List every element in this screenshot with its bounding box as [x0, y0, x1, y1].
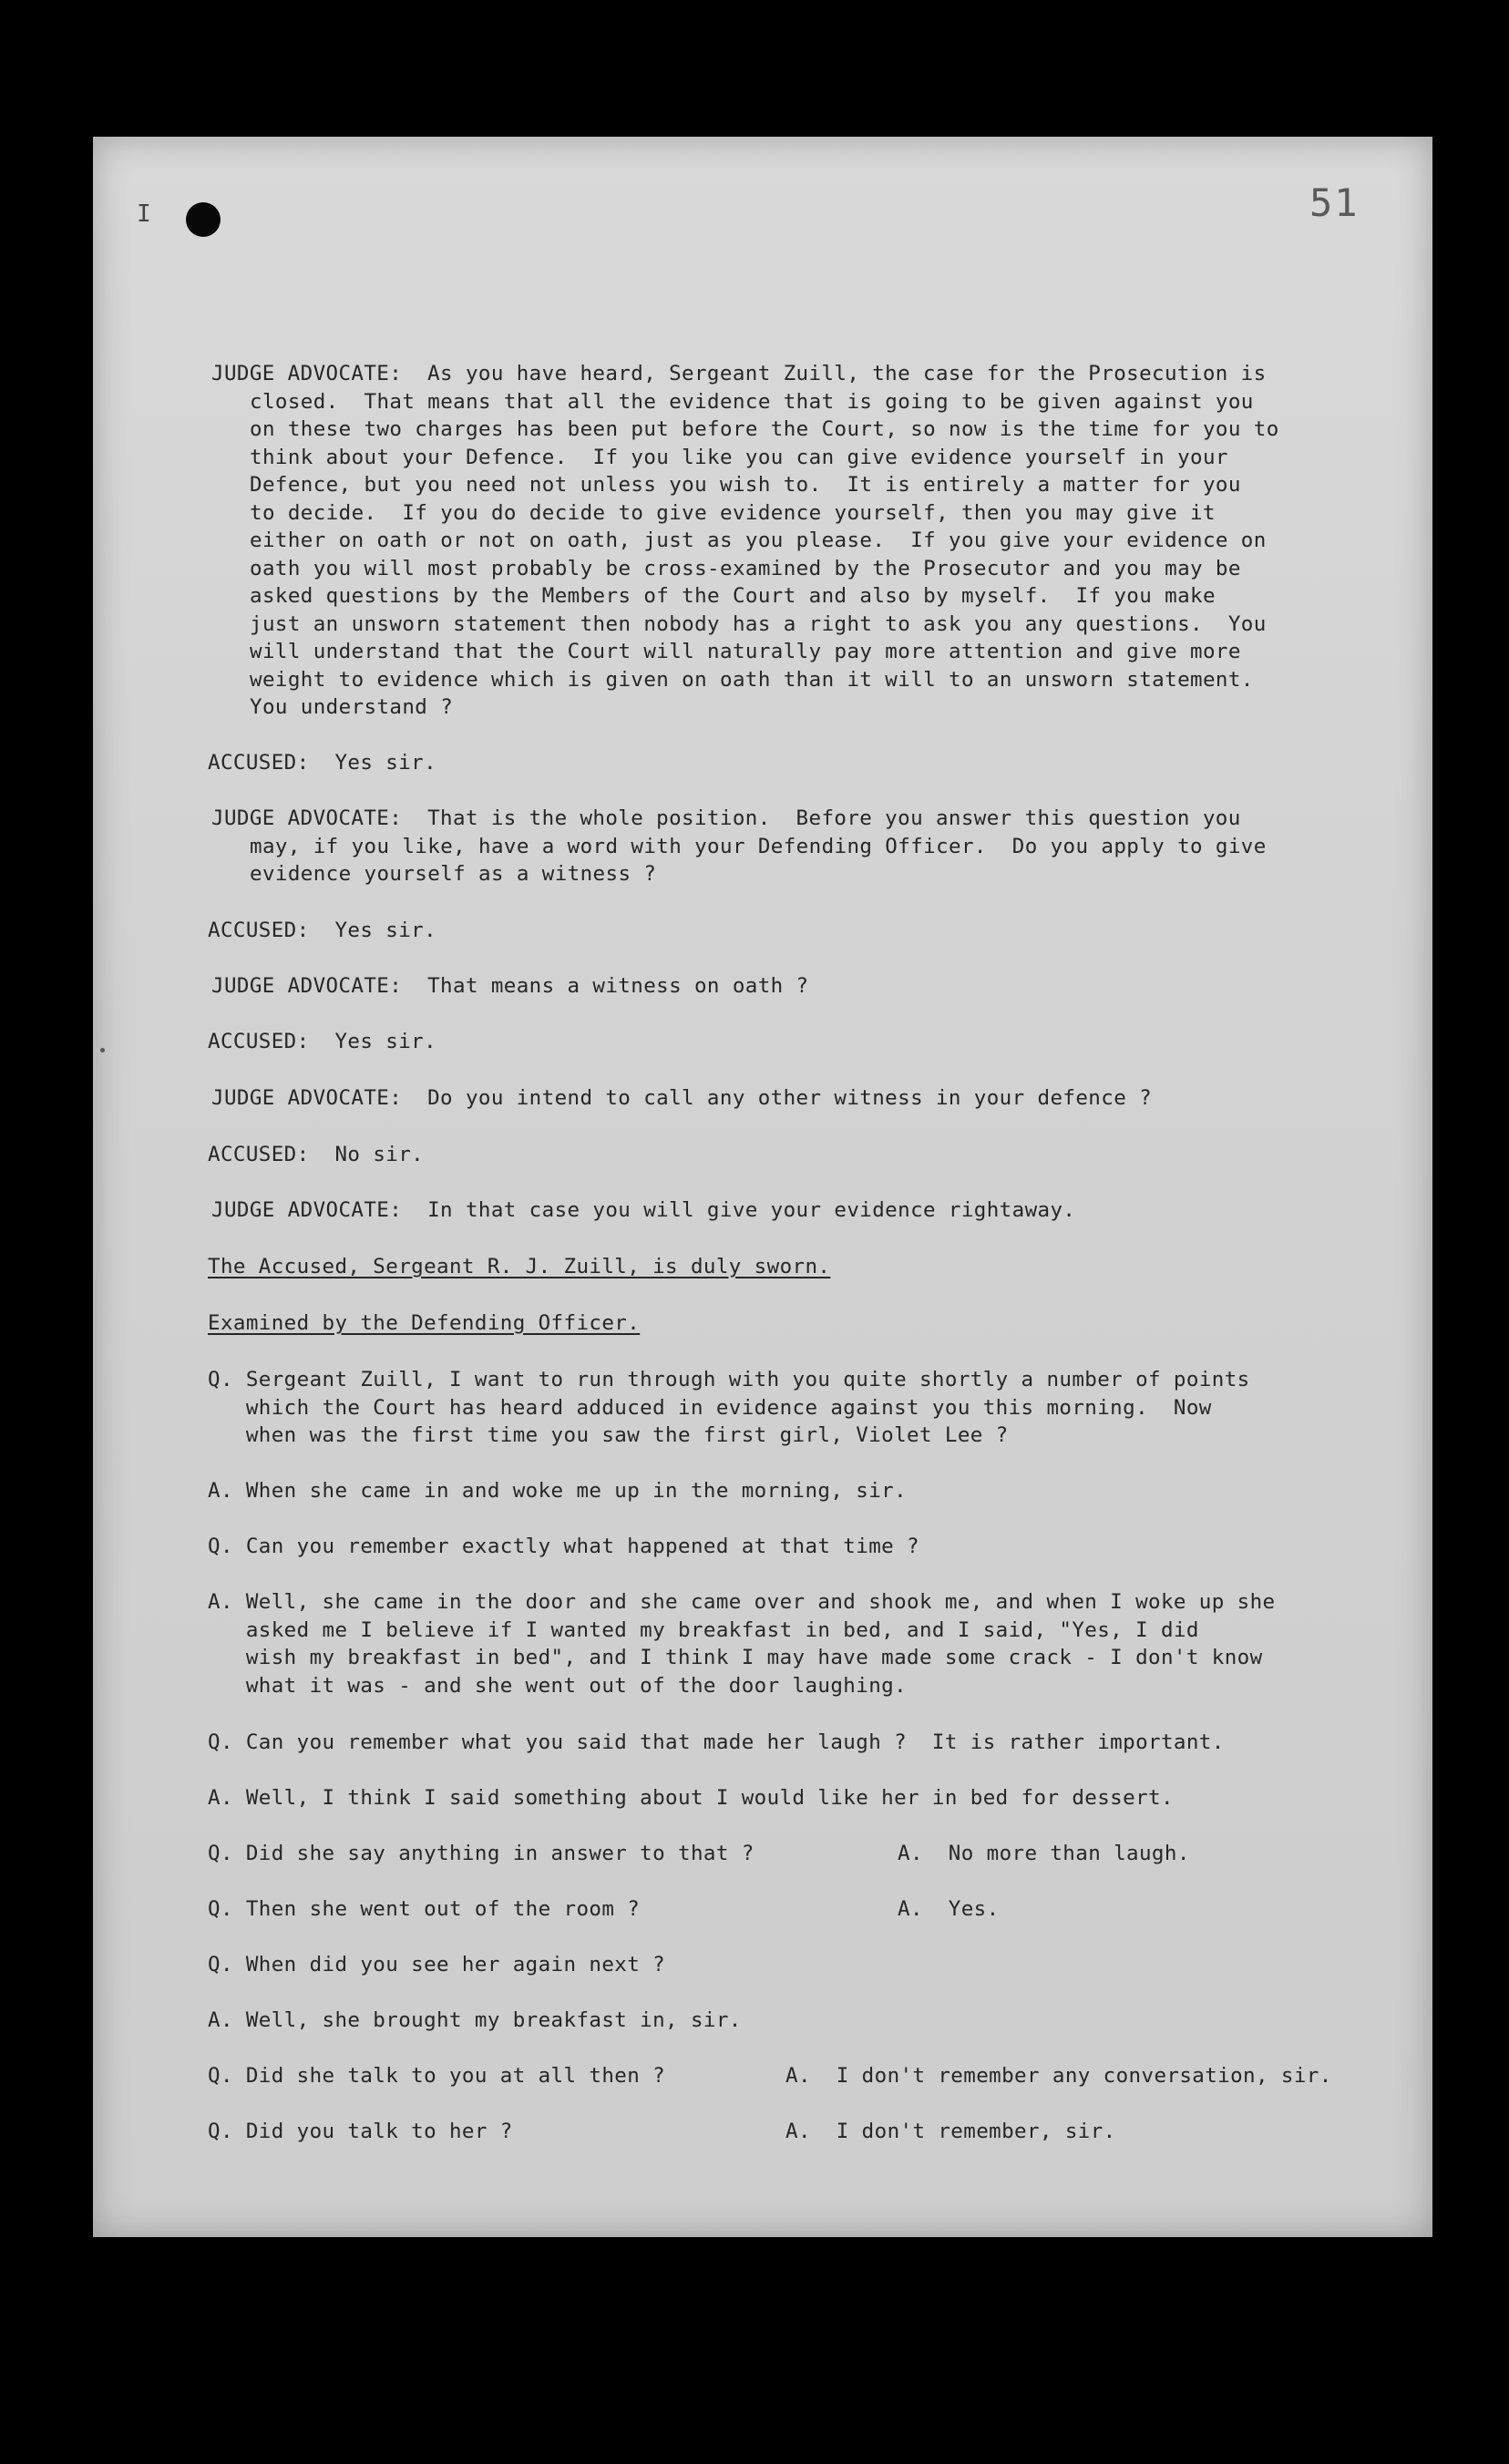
transcript-line	[211, 1084, 1152, 1113]
transcript-line: to decide. If you do decide to give evidence yourself, then you may give it	[250, 500, 1216, 525]
transcript-line	[208, 1028, 436, 1056]
transcript-line: Defence, but you need not unless you wish to. It is entirely a matter for you	[250, 473, 1241, 497]
page-number: 51	[1309, 180, 1360, 225]
qa-answer: A. Yes.	[898, 1897, 1000, 1921]
transcript-line: evidence yourself as a witness ?	[250, 862, 657, 886]
speaker-label: ACCUSED:	[208, 919, 310, 942]
examination-heading: Examined by the Defending Officer.	[208, 1311, 641, 1335]
speech-text: Do you intend to call any other witness in your defence ?	[427, 1086, 1153, 1110]
transcript-line	[208, 749, 436, 777]
qa-question: Q. Did she say anything in answer to that ?	[208, 1842, 754, 1865]
transcript-line: weight to evidence which is given on oath than it will to an unsworn statement.	[250, 667, 1254, 692]
punch-hole	[186, 202, 221, 237]
qa-answer: A. I don't remember any conversation, sir.	[785, 2064, 1332, 2088]
transcript-line	[211, 1196, 1075, 1225]
speech-text: In that case you will give your evidence rightaway.	[427, 1198, 1076, 1222]
transcript-line: You understand ?	[250, 695, 454, 719]
transcript-line: may, if you like, have a word with your Defending Officer. Do you apply to give	[250, 834, 1267, 858]
qa-answer: A. I don't remember, sir.	[785, 2120, 1116, 2143]
qa-line: which the Court has heard adduced in evidence against you this morning. Now	[208, 1395, 1212, 1420]
speaker-label: JUDGE ADVOCATE:	[211, 1198, 403, 1222]
speech-text: As you have heard, Sergeant Zuill, the case for the Prosecution is	[427, 362, 1267, 385]
qa-line: Q. Can you remember what you said that made her laugh ? It is rather important.	[208, 1730, 1225, 1754]
qa-line: A. Well, she came in the door and she came over and shook me, and when I woke up she	[208, 1590, 1276, 1614]
speaker-label: JUDGE ADVOCATE:	[211, 806, 403, 830]
qa-question: Q. Then she went out of the room ?	[208, 1897, 641, 1921]
speech-text: That means a witness on oath ?	[427, 974, 809, 998]
speaker-label: ACCUSED:	[208, 1030, 310, 1053]
speaker-label: ACCUSED:	[208, 751, 310, 775]
qa-line: when was the first time you saw the first girl, Violet Lee ?	[208, 1423, 1009, 1447]
qa-line: what it was - and she went out of the door laughing.	[208, 1673, 908, 1698]
qa-line: Q. When did you see her again next ?	[208, 1953, 666, 1976]
transcript-line	[211, 972, 809, 1001]
qa-question: Q. Did you talk to her ?	[208, 2120, 513, 2143]
qa-line: A. When she came in and woke me up in the morning, sir.	[208, 1479, 908, 1503]
transcript-line	[211, 360, 1267, 388]
qa-question: Q. Did she talk to you at all then ?	[208, 2064, 666, 2088]
qa-line: asked me I believe if I wanted my breakfast in bed, and I said, "Yes, I did	[208, 1617, 1199, 1642]
margin-mark: I	[137, 200, 151, 228]
document-page	[93, 137, 1432, 2237]
transcript-line: think about your Defence. If you like you can give evidence yourself in your	[250, 445, 1228, 469]
speech-text: Yes sir.	[334, 751, 437, 775]
transcript-line: closed. That means that all the evidence that is going to be given against you	[250, 389, 1254, 414]
qa-answer: A. No more than laugh.	[898, 1842, 1190, 1865]
qa-line: wish my breakfast in bed", and I think I may have made some crack - I don't know	[208, 1646, 1263, 1669]
qa-line: Q. Can you remember exactly what happened at that time ?	[208, 1535, 919, 1558]
speaker-label: JUDGE ADVOCATE:	[211, 1086, 403, 1110]
stray-mark	[100, 1048, 105, 1052]
transcript-line	[211, 805, 1241, 833]
speech-text: No sir.	[334, 1143, 425, 1166]
transcript-line: on these two charges has been put before the Court, so now is the time for you to	[250, 417, 1279, 441]
transcript-line: just an unsworn statement then nobody has a right to ask you any questions. You	[250, 611, 1267, 636]
speech-text: Yes sir.	[334, 919, 437, 942]
sworn-heading: The Accused, Sergeant R. J. Zuill, is duly sworn.	[208, 1255, 831, 1278]
speaker-label: ACCUSED:	[208, 1143, 310, 1166]
qa-line: A. Well, I think I said something about I would like her in bed for dessert.	[208, 1786, 1174, 1810]
qa-line: A. Well, she brought my breakfast in, sir.	[208, 2008, 742, 2032]
transcript-line: will understand that the Court will naturally pay more attention and give more	[250, 640, 1241, 663]
qa-line: Q. Sergeant Zuill, I want to run through with you quite shortly a number of points	[208, 1368, 1250, 1391]
transcript-line	[208, 1141, 424, 1169]
speaker-label: JUDGE ADVOCATE:	[211, 362, 403, 385]
speech-text: Yes sir.	[334, 1030, 437, 1053]
speaker-label: JUDGE ADVOCATE:	[211, 974, 403, 998]
transcript-line: either on oath or not on oath, just as you please. If you give your evidence on	[250, 529, 1267, 552]
speech-text: That is the whole position. Before you answer this question you	[427, 806, 1241, 830]
transcript-line: asked questions by the Members of the Court and also by myself. If you make	[250, 584, 1216, 608]
transcript-line	[208, 917, 436, 945]
transcript-line: oath you will most probably be cross-examined by the Prosecutor and you may be	[250, 556, 1241, 580]
